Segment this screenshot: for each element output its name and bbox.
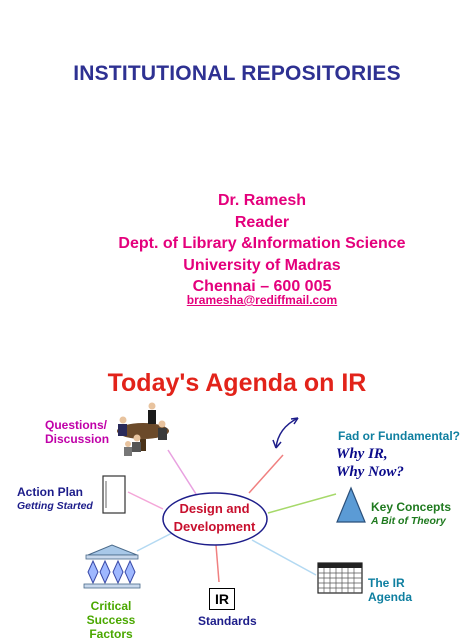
connector-action: [128, 492, 163, 509]
connector-standards: [216, 545, 219, 582]
connector-questions: [168, 450, 196, 494]
center-label-line1: Design and: [179, 501, 250, 516]
triangle-icon: [337, 488, 365, 522]
node-critical: [84, 599, 138, 641]
author-city: Chennai – 600 005: [192, 278, 332, 295]
center-label: [163, 500, 266, 536]
ir-box: IR: [209, 588, 235, 610]
connector-concepts: [268, 494, 336, 513]
questions-line1: Questions/: [45, 418, 108, 432]
meeting-people-icon: [117, 403, 169, 457]
fad-sub-line1: Why IR,: [336, 446, 388, 462]
author-university: University of Madras: [183, 256, 341, 274]
questions-line2: Discussion: [45, 432, 110, 446]
connector-fad: [249, 455, 283, 493]
curved-arrow-icon: [273, 418, 298, 448]
node-fad-label: Fad or Fundamental?: [338, 429, 461, 443]
document-page-icon: [103, 476, 125, 513]
critical-line3: Factors: [89, 627, 133, 641]
agenda-line2: Agenda: [368, 590, 413, 604]
critical-line2: Success: [86, 613, 136, 627]
node-concepts-sub: A Bit of Theory: [371, 515, 446, 527]
email-link[interactable]: bramesha@rediffmail.com: [186, 293, 338, 307]
agenda-title: Today's Agenda on IR: [107, 369, 367, 397]
slide-title: INSTITUTIONAL REPOSITORIES: [73, 62, 401, 85]
temple-diamonds-icon: [84, 545, 140, 588]
critical-line1: Critical: [90, 599, 132, 613]
node-action-label: Action Plan: [17, 485, 84, 499]
node-action-sub: Getting Started: [17, 500, 93, 512]
author-name: Dr. Ramesh: [217, 192, 307, 209]
node-concepts-label: Key Concepts: [371, 500, 452, 514]
author-position: Reader: [234, 213, 290, 231]
node-agenda: [368, 576, 412, 604]
node-standards-label: Standards: [198, 614, 257, 628]
node-fad-sub: [336, 445, 404, 481]
center-label-line2: Development: [173, 519, 256, 534]
author-department: Dept. of Library &Information Science: [118, 235, 406, 252]
calendar-icon: [318, 563, 362, 593]
agenda-line1: The IR: [368, 576, 405, 590]
connector-agenda: [252, 540, 316, 575]
fad-sub-line2: Why Now?: [336, 464, 404, 480]
node-questions: [45, 418, 109, 446]
